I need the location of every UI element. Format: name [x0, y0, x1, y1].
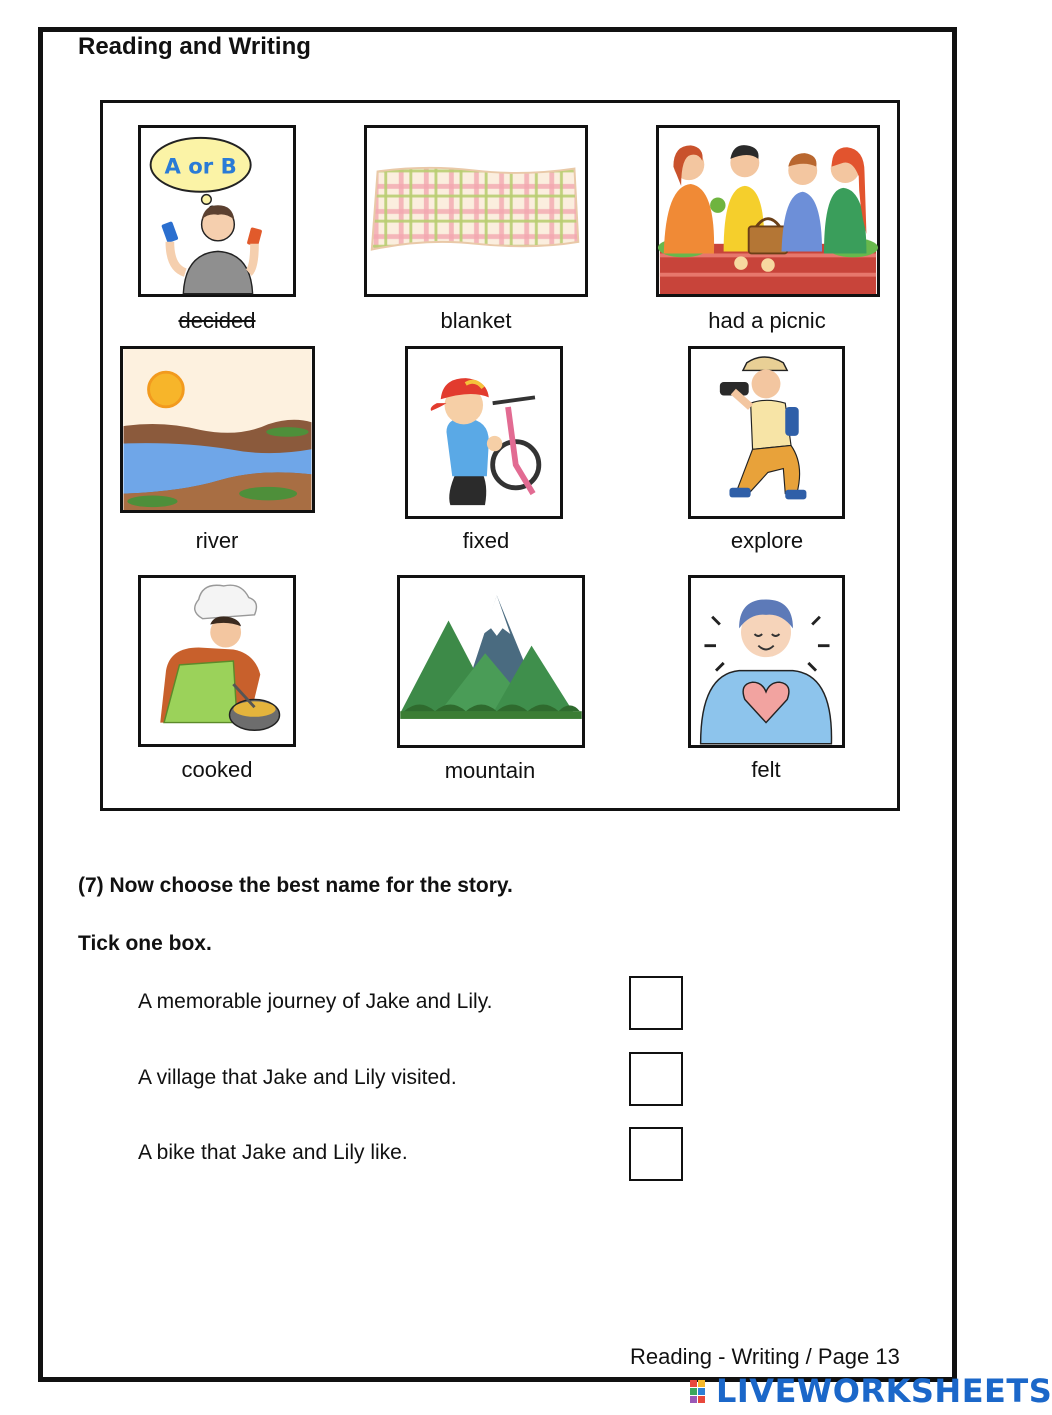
- word-felt: felt: [751, 757, 781, 782]
- word-river: river: [195, 528, 239, 553]
- blanket-picture: [364, 125, 588, 297]
- option-checkbox-3[interactable]: [629, 1127, 683, 1181]
- word-explore: explore: [730, 528, 804, 553]
- speech-bubble-text: A or B: [164, 153, 237, 179]
- felt-picture: [688, 575, 845, 748]
- cooked-picture: [138, 575, 296, 747]
- river-picture: [120, 346, 315, 513]
- word-cooked: cooked: [181, 757, 253, 782]
- option-text-2: A village that Jake and Lily visited.: [138, 1066, 457, 1089]
- option-text-3: A bike that Jake and Lily like.: [138, 1141, 408, 1164]
- word-blanket: blanket: [440, 308, 512, 333]
- question-instruction: Tick one box.: [78, 932, 212, 955]
- mountain-picture: [397, 575, 585, 748]
- word-decided: decided: [178, 308, 256, 333]
- liveworksheets-watermark: LIVEWORKSHEETS: [716, 1372, 1052, 1410]
- word-had-a-picnic: had a picnic: [708, 308, 826, 333]
- decided-picture: [138, 125, 296, 297]
- option-checkbox-2[interactable]: [629, 1052, 683, 1106]
- option-text-1: A memorable journey of Jake and Lily.: [138, 990, 493, 1013]
- page-footer: Reading - Writing / Page 13: [630, 1344, 900, 1369]
- option-checkbox-1[interactable]: [629, 976, 683, 1030]
- word-fixed: fixed: [462, 528, 510, 553]
- word-mountain: mountain: [444, 758, 536, 783]
- question-prompt: (7) Now choose the best name for the story.: [78, 874, 513, 897]
- explore-picture: [688, 346, 845, 519]
- page-title: Reading and Writing: [78, 33, 311, 60]
- fixed-picture: [405, 346, 563, 519]
- liveworksheets-logo-icon: [690, 1380, 714, 1404]
- picnic-picture: [656, 125, 880, 297]
